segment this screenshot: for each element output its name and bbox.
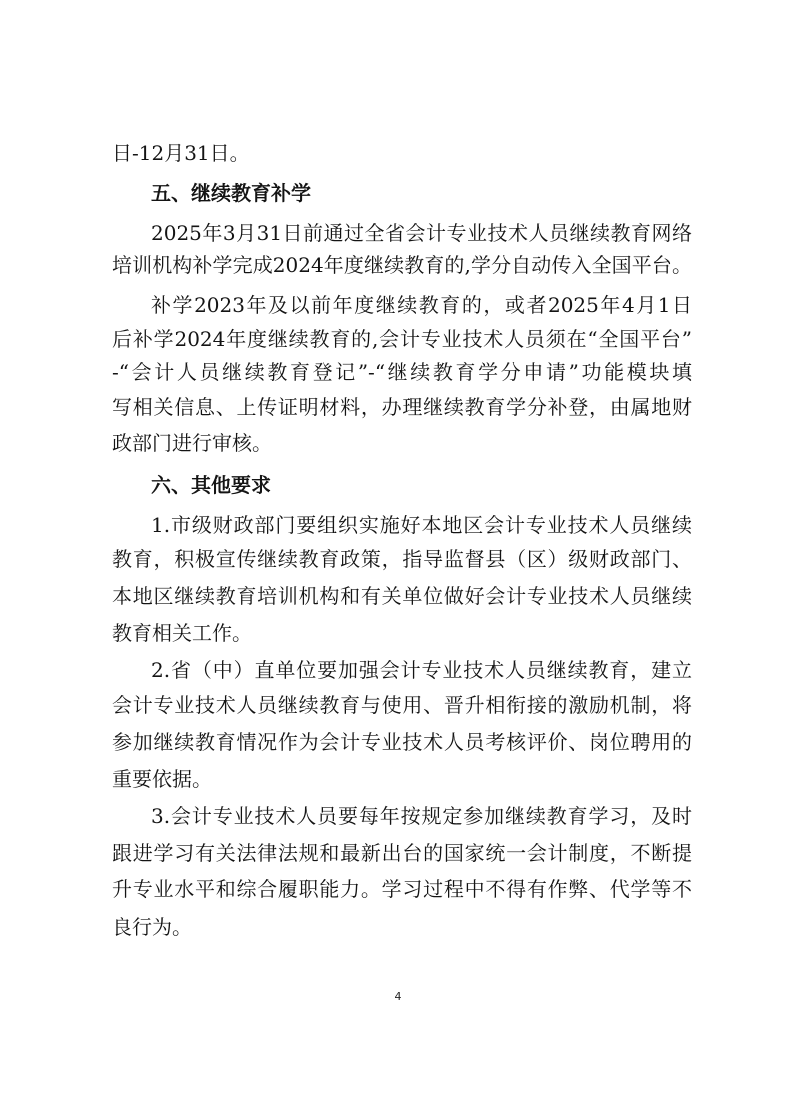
continuation-line: 日-12月31日。: [112, 141, 250, 165]
section6-item2-line3: 参加继续教育情况作为会计专业技术人员考核评价、岗位聘用的: [112, 730, 692, 754]
section6-item1-line4: 教育相关工作。: [112, 621, 252, 645]
section6-item2-line1: 2.省（中）直单位要加强会计专业技术人员继续教育，建立: [151, 658, 692, 682]
section5-para2-line5: 政部门进行审核。: [112, 431, 272, 455]
section5-heading: 五、继续教育补学: [151, 181, 311, 205]
section5-para1-line2: 培训机构补学完成2024年度继续教育的,学分自动传入全国平台。: [112, 253, 692, 277]
section6-item2-line2: 会计专业技术人员继续教育与使用、晋升相衔接的激励机制，将: [112, 693, 692, 717]
section6-item3-line4: 良行为。: [112, 915, 192, 939]
section6-item1-line1: 1.市级财政部门要组织实施好本地区会计专业技术人员继续: [151, 513, 692, 537]
section5-para2-line2: 后补学2024年度继续教育的,会计专业技术人员须在“全国平台”: [112, 327, 692, 351]
section6-heading: 六、其他要求: [151, 473, 271, 497]
section5-para1-line1: 2025年3月31日前通过全省会计专业技术人员继续教育网络: [151, 221, 692, 245]
page-number: 4: [394, 990, 402, 1003]
section6-item1-line3: 本地区继续教育培训机构和有关单位做好会计专业技术人员继续: [112, 584, 692, 608]
section6-item3-line1: 3.会计专业技术人员要每年按规定参加继续教育学习，及时: [151, 804, 692, 828]
section5-para2-line3: -“会计人员继续教育登记”-“继续教育学分申请”功能模块填: [112, 360, 692, 384]
section6-item3-line2: 跟进学习有关法律法规和最新出台的国家统一会计制度，不断提: [112, 841, 692, 865]
section5-para2-line4: 写相关信息、上传证明材料，办理继续教育学分补登，由属地财: [112, 395, 692, 419]
section5-para2-line1: 补学2023年及以前年度继续教育的，或者2025年4月1日: [151, 293, 692, 317]
section6-item1-line2: 教育，积极宣传继续教育政策，指导监督县（区）级财政部门、: [112, 547, 692, 571]
section6-item2-line4: 重要依据。: [112, 767, 212, 791]
section6-item3-line3: 升专业水平和综合履职能力。学习过程中不得有作弊、代学等不: [112, 877, 692, 901]
